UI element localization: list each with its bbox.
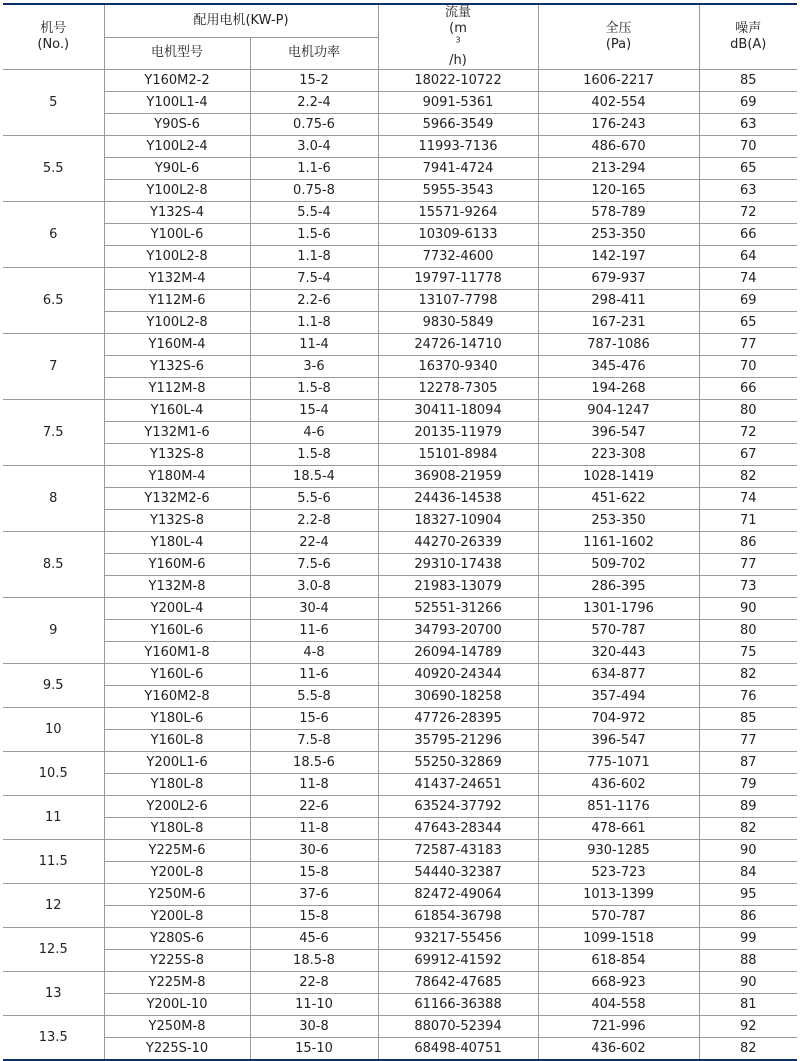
model-cell: Y90L-6: [104, 158, 250, 180]
power-cell: 3.0-8: [250, 576, 378, 598]
table-row: [3, 246, 797, 268]
table-row: [3, 884, 797, 906]
flow-cell: 69912-41592: [378, 950, 538, 972]
table-row: [3, 862, 797, 884]
model-cell: Y180L-4: [104, 532, 250, 554]
power-cell: 15-2: [250, 70, 378, 92]
machine-no-cell: 10.5: [3, 752, 104, 796]
table-row: [3, 1038, 797, 1061]
noise-cell: 63: [699, 180, 797, 202]
header-motor-power: 电机功率: [250, 37, 378, 69]
model-cell: Y200L-8: [104, 906, 250, 928]
flow-cell: 9830-5849: [378, 312, 538, 334]
model-cell: Y180L-6: [104, 708, 250, 730]
flow-cell: 11993-7136: [378, 136, 538, 158]
model-cell: Y180L-8: [104, 818, 250, 840]
pressure-cell: 396-547: [538, 422, 699, 444]
header-machine-no: 机号 (No.): [3, 4, 104, 70]
power-cell: 11-4: [250, 334, 378, 356]
flow-cell: 20135-11979: [378, 422, 538, 444]
noise-cell: 86: [699, 906, 797, 928]
noise-cell: 99: [699, 928, 797, 950]
pressure-cell: 1099-1518: [538, 928, 699, 950]
table-row: [3, 224, 797, 246]
pressure-cell: 120-165: [538, 180, 699, 202]
power-cell: 7.5-4: [250, 268, 378, 290]
model-cell: Y132S-4: [104, 202, 250, 224]
noise-cell: 95: [699, 884, 797, 906]
machine-no-cell: 5: [3, 70, 104, 136]
power-cell: 0.75-6: [250, 114, 378, 136]
table-row: [3, 444, 797, 466]
noise-cell: 80: [699, 400, 797, 422]
power-cell: 1.1-8: [250, 312, 378, 334]
model-cell: Y90S-6: [104, 114, 250, 136]
flow-cell: 10309-6133: [378, 224, 538, 246]
flow-cell: 30690-18258: [378, 686, 538, 708]
flow-cell: 5966-3549: [378, 114, 538, 136]
power-cell: 30-6: [250, 840, 378, 862]
table-body: [3, 70, 797, 1061]
machine-no-cell: 13: [3, 972, 104, 1016]
noise-cell: 73: [699, 576, 797, 598]
model-cell: Y225S-8: [104, 950, 250, 972]
model-cell: Y160M2-2: [104, 70, 250, 92]
model-cell: Y160M2-8: [104, 686, 250, 708]
power-cell: 4-8: [250, 642, 378, 664]
noise-cell: 90: [699, 598, 797, 620]
model-cell: Y100L2-8: [104, 246, 250, 268]
table-row: [3, 1016, 797, 1038]
power-cell: 5.5-6: [250, 488, 378, 510]
table-row: [3, 598, 797, 620]
model-cell: Y160M-6: [104, 554, 250, 576]
pressure-cell: 523-723: [538, 862, 699, 884]
model-cell: Y225M-8: [104, 972, 250, 994]
flow-cell: 68498-40751: [378, 1038, 538, 1061]
power-cell: 11-8: [250, 774, 378, 796]
power-cell: 1.5-8: [250, 444, 378, 466]
noise-cell: 84: [699, 862, 797, 884]
noise-cell: 82: [699, 466, 797, 488]
noise-cell: 82: [699, 1038, 797, 1061]
machine-no-cell: 12: [3, 884, 104, 928]
flow-cell: 30411-18094: [378, 400, 538, 422]
noise-cell: 74: [699, 488, 797, 510]
power-cell: 18.5-8: [250, 950, 378, 972]
power-cell: 2.2-4: [250, 92, 378, 114]
table-row: [3, 92, 797, 114]
pressure-cell: 930-1285: [538, 840, 699, 862]
pressure-cell: 142-197: [538, 246, 699, 268]
power-cell: 18.5-4: [250, 466, 378, 488]
header-flow: 流量 (m $^3$ /h): [378, 4, 538, 70]
table-row: [3, 356, 797, 378]
flow-cell: 78642-47685: [378, 972, 538, 994]
model-cell: Y132S-6: [104, 356, 250, 378]
table-row: [3, 906, 797, 928]
table-row: [3, 752, 797, 774]
noise-cell: 80: [699, 620, 797, 642]
flow-cell: 21983-13079: [378, 576, 538, 598]
pressure-cell: 436-602: [538, 774, 699, 796]
pressure-cell: 253-350: [538, 224, 699, 246]
noise-cell: 67: [699, 444, 797, 466]
noise-cell: 89: [699, 796, 797, 818]
flow-cell: 18327-10904: [378, 510, 538, 532]
flow-cell: 93217-55456: [378, 928, 538, 950]
power-cell: 11-8: [250, 818, 378, 840]
model-cell: Y160L-4: [104, 400, 250, 422]
machine-no-cell: 11.5: [3, 840, 104, 884]
noise-cell: 92: [699, 1016, 797, 1038]
flow-cell: 40920-24344: [378, 664, 538, 686]
table-row: [3, 994, 797, 1016]
flow-cell: 47643-28344: [378, 818, 538, 840]
model-cell: Y225M-6: [104, 840, 250, 862]
table-row: [3, 312, 797, 334]
power-cell: 1.1-8: [250, 246, 378, 268]
table-row: [3, 202, 797, 224]
noise-cell: 65: [699, 312, 797, 334]
flow-cell: 61854-36798: [378, 906, 538, 928]
table-row: [3, 576, 797, 598]
pressure-cell: 851-1176: [538, 796, 699, 818]
noise-cell: 77: [699, 554, 797, 576]
pressure-cell: 1013-1399: [538, 884, 699, 906]
table-row: [3, 620, 797, 642]
pressure-cell: 436-602: [538, 1038, 699, 1061]
power-cell: 15-4: [250, 400, 378, 422]
model-cell: Y200L1-6: [104, 752, 250, 774]
model-cell: Y160L-8: [104, 730, 250, 752]
power-cell: 7.5-8: [250, 730, 378, 752]
model-cell: Y180M-4: [104, 466, 250, 488]
power-cell: 15-6: [250, 708, 378, 730]
power-cell: 22-6: [250, 796, 378, 818]
flow-cell: 55250-32869: [378, 752, 538, 774]
pressure-cell: 357-494: [538, 686, 699, 708]
noise-cell: 85: [699, 708, 797, 730]
flow-cell: 12278-7305: [378, 378, 538, 400]
model-cell: Y100L2-4: [104, 136, 250, 158]
noise-cell: 77: [699, 730, 797, 752]
pressure-cell: 396-547: [538, 730, 699, 752]
model-cell: Y180L-8: [104, 774, 250, 796]
flow-cell: 24436-14538: [378, 488, 538, 510]
flow-cell: 41437-24651: [378, 774, 538, 796]
table-row: [3, 554, 797, 576]
machine-no-cell: 10: [3, 708, 104, 752]
model-cell: Y132S-8: [104, 510, 250, 532]
machine-no-cell: 6.5: [3, 268, 104, 334]
power-cell: 11-6: [250, 620, 378, 642]
noise-cell: 63: [699, 114, 797, 136]
pressure-cell: 345-476: [538, 356, 699, 378]
noise-cell: 65: [699, 158, 797, 180]
noise-cell: 90: [699, 972, 797, 994]
noise-cell: 86: [699, 532, 797, 554]
noise-cell: 85: [699, 70, 797, 92]
pressure-cell: 509-702: [538, 554, 699, 576]
flow-cell: 26094-14789: [378, 642, 538, 664]
noise-cell: 74: [699, 268, 797, 290]
table-row: [3, 180, 797, 202]
noise-cell: 90: [699, 840, 797, 862]
noise-cell: 72: [699, 202, 797, 224]
table-row: [3, 466, 797, 488]
noise-cell: 72: [699, 422, 797, 444]
power-cell: 15-10: [250, 1038, 378, 1061]
flow-cell: 72587-43183: [378, 840, 538, 862]
noise-cell: 66: [699, 224, 797, 246]
table-row: [3, 730, 797, 752]
machine-no-cell: 7.5: [3, 400, 104, 466]
table-row: [3, 488, 797, 510]
noise-cell: 77: [699, 334, 797, 356]
table-row: [3, 840, 797, 862]
flow-cell: 29310-17438: [378, 554, 538, 576]
model-cell: Y100L1-4: [104, 92, 250, 114]
power-cell: 1.5-6: [250, 224, 378, 246]
flow-cell: 16370-9340: [378, 356, 538, 378]
noise-cell: 70: [699, 356, 797, 378]
model-cell: Y132S-8: [104, 444, 250, 466]
model-cell: Y132M-4: [104, 268, 250, 290]
power-cell: 45-6: [250, 928, 378, 950]
pressure-cell: 775-1071: [538, 752, 699, 774]
table-row: [3, 774, 797, 796]
flow-cell: 63524-37792: [378, 796, 538, 818]
pressure-cell: 1606-2217: [538, 70, 699, 92]
machine-no-cell: 5.5: [3, 136, 104, 202]
noise-cell: 87: [699, 752, 797, 774]
noise-cell: 66: [699, 378, 797, 400]
table-row: [3, 532, 797, 554]
pressure-cell: 668-923: [538, 972, 699, 994]
table-row: [3, 928, 797, 950]
pressure-cell: 704-972: [538, 708, 699, 730]
model-cell: Y112M-8: [104, 378, 250, 400]
fan-spec-table: [3, 3, 797, 1061]
table-row: [3, 158, 797, 180]
power-cell: 2.2-6: [250, 290, 378, 312]
model-cell: Y160L-6: [104, 664, 250, 686]
pressure-cell: 679-937: [538, 268, 699, 290]
flow-cell: 36908-21959: [378, 466, 538, 488]
noise-cell: 69: [699, 290, 797, 312]
model-cell: Y112M-6: [104, 290, 250, 312]
power-cell: 11-10: [250, 994, 378, 1016]
table-header: [3, 4, 797, 70]
power-cell: 37-6: [250, 884, 378, 906]
header-motor-model: 电机型号: [104, 37, 250, 69]
power-cell: 2.2-8: [250, 510, 378, 532]
table-row: [3, 334, 797, 356]
pressure-cell: 176-243: [538, 114, 699, 136]
pressure-cell: 1161-1602: [538, 532, 699, 554]
model-cell: Y250M-6: [104, 884, 250, 906]
power-cell: 1.1-6: [250, 158, 378, 180]
table-row: [3, 114, 797, 136]
model-cell: Y160M-4: [104, 334, 250, 356]
noise-cell: 82: [699, 818, 797, 840]
pressure-cell: 570-787: [538, 620, 699, 642]
machine-no-cell: 9.5: [3, 664, 104, 708]
power-cell: 5.5-8: [250, 686, 378, 708]
model-cell: Y160L-6: [104, 620, 250, 642]
noise-cell: 79: [699, 774, 797, 796]
model-cell: Y200L2-6: [104, 796, 250, 818]
model-cell: Y132M-8: [104, 576, 250, 598]
pressure-cell: 194-268: [538, 378, 699, 400]
flow-cell: 82472-49064: [378, 884, 538, 906]
machine-no-cell: 6: [3, 202, 104, 268]
pressure-cell: 1301-1796: [538, 598, 699, 620]
model-cell: Y100L-6: [104, 224, 250, 246]
flow-cell: 47726-28395: [378, 708, 538, 730]
pressure-cell: 904-1247: [538, 400, 699, 422]
model-cell: Y100L2-8: [104, 312, 250, 334]
flow-cell: 18022-10722: [378, 70, 538, 92]
flow-cell: 44270-26339: [378, 532, 538, 554]
pressure-cell: 451-622: [538, 488, 699, 510]
table-row: [3, 136, 797, 158]
power-cell: 30-8: [250, 1016, 378, 1038]
table-row: [3, 642, 797, 664]
power-cell: 22-8: [250, 972, 378, 994]
model-cell: Y200L-4: [104, 598, 250, 620]
machine-no-cell: 13.5: [3, 1016, 104, 1061]
power-cell: 15-8: [250, 906, 378, 928]
power-cell: 5.5-4: [250, 202, 378, 224]
machine-no-cell: 9: [3, 598, 104, 664]
machine-no-cell: 8: [3, 466, 104, 532]
machine-no-cell: 11: [3, 796, 104, 840]
flow-cell: 13107-7798: [378, 290, 538, 312]
flow-cell: 88070-52394: [378, 1016, 538, 1038]
flow-cell: 7732-4600: [378, 246, 538, 268]
table-row: [3, 972, 797, 994]
flow-cell: 7941-4724: [378, 158, 538, 180]
flow-cell: 19797-11778: [378, 268, 538, 290]
power-cell: 3-6: [250, 356, 378, 378]
pressure-cell: 1028-1419: [538, 466, 699, 488]
flow-cell: 35795-21296: [378, 730, 538, 752]
pressure-cell: 213-294: [538, 158, 699, 180]
pressure-cell: 478-661: [538, 818, 699, 840]
pressure-cell: 298-411: [538, 290, 699, 312]
pressure-cell: 486-670: [538, 136, 699, 158]
pressure-cell: 787-1086: [538, 334, 699, 356]
pressure-cell: 253-350: [538, 510, 699, 532]
noise-cell: 88: [699, 950, 797, 972]
machine-no-cell: 7: [3, 334, 104, 400]
power-cell: 30-4: [250, 598, 378, 620]
table-row: [3, 290, 797, 312]
power-cell: 15-8: [250, 862, 378, 884]
machine-no-cell: 8.5: [3, 532, 104, 598]
pressure-cell: 634-877: [538, 664, 699, 686]
flow-cell: 52551-31266: [378, 598, 538, 620]
noise-cell: 71: [699, 510, 797, 532]
pressure-cell: 223-308: [538, 444, 699, 466]
power-cell: 7.5-6: [250, 554, 378, 576]
table-row: [3, 664, 797, 686]
flow-cell: 5955-3543: [378, 180, 538, 202]
table-row: [3, 818, 797, 840]
model-cell: Y200L-10: [104, 994, 250, 1016]
table-row: [3, 708, 797, 730]
header-pressure: 全压 (Pa): [538, 4, 699, 70]
pressure-cell: 320-443: [538, 642, 699, 664]
table-row: [3, 950, 797, 972]
flow-cell: 15571-9264: [378, 202, 538, 224]
model-cell: Y280S-6: [104, 928, 250, 950]
table-row: [3, 686, 797, 708]
power-cell: 22-4: [250, 532, 378, 554]
pressure-cell: 167-231: [538, 312, 699, 334]
noise-cell: 82: [699, 664, 797, 686]
table-row: [3, 510, 797, 532]
power-cell: 0.75-8: [250, 180, 378, 202]
table-row: [3, 70, 797, 92]
noise-cell: 76: [699, 686, 797, 708]
table-row: [3, 378, 797, 400]
flow-cell: 54440-32387: [378, 862, 538, 884]
flow-cell: 9091-5361: [378, 92, 538, 114]
header-noise: 噪声 dB(A): [699, 4, 797, 70]
model-cell: Y100L2-8: [104, 180, 250, 202]
table-row: [3, 796, 797, 818]
noise-cell: 64: [699, 246, 797, 268]
model-cell: Y250M-8: [104, 1016, 250, 1038]
flow-cell: 15101-8984: [378, 444, 538, 466]
pressure-cell: 721-996: [538, 1016, 699, 1038]
power-cell: 18.5-6: [250, 752, 378, 774]
pressure-cell: 404-558: [538, 994, 699, 1016]
noise-cell: 70: [699, 136, 797, 158]
model-cell: Y200L-8: [104, 862, 250, 884]
power-cell: 4-6: [250, 422, 378, 444]
table-row: [3, 400, 797, 422]
pressure-cell: 578-789: [538, 202, 699, 224]
noise-cell: 75: [699, 642, 797, 664]
power-cell: 3.0-4: [250, 136, 378, 158]
pressure-cell: 618-854: [538, 950, 699, 972]
power-cell: 1.5-8: [250, 378, 378, 400]
model-cell: Y160M1-8: [104, 642, 250, 664]
table-row: [3, 422, 797, 444]
machine-no-cell: 12.5: [3, 928, 104, 972]
flow-cell: 24726-14710: [378, 334, 538, 356]
header-motor-group: 配用电机(KW-P): [104, 4, 378, 37]
flow-cell: 34793-20700: [378, 620, 538, 642]
noise-cell: 69: [699, 92, 797, 114]
table-row: [3, 268, 797, 290]
flow-cell: 61166-36388: [378, 994, 538, 1016]
pressure-cell: 402-554: [538, 92, 699, 114]
power-cell: 11-6: [250, 664, 378, 686]
model-cell: Y132M1-6: [104, 422, 250, 444]
noise-cell: 81: [699, 994, 797, 1016]
pressure-cell: 570-787: [538, 906, 699, 928]
model-cell: Y132M2-6: [104, 488, 250, 510]
model-cell: Y225S-10: [104, 1038, 250, 1061]
pressure-cell: 286-395: [538, 576, 699, 598]
